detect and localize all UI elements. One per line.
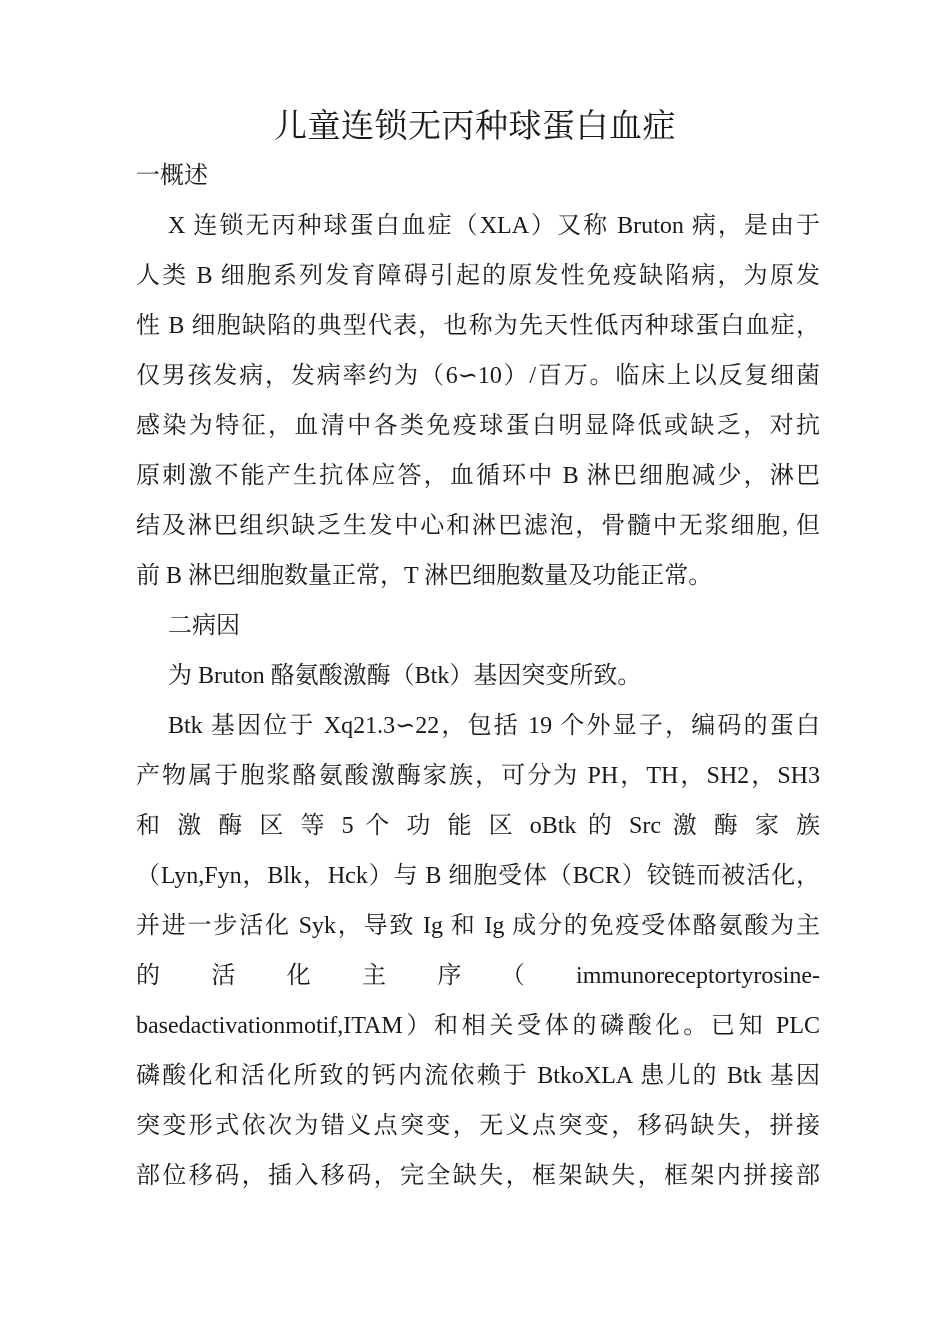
- paragraph-line: 人类 B 细胞系列发育障碍引起的原发性免疫缺陷病，为原发: [136, 263, 820, 289]
- section-heading-overview: 一概述: [136, 163, 208, 189]
- paragraph-line: 的 活 化 主 序 （ immunoreceptortyrosine-: [136, 963, 820, 989]
- paragraph-line: 原刺激不能产生抗体应答，血循环中 B 淋巴细胞减少，淋巴: [136, 463, 820, 489]
- paragraph-line: Btk 基因位于 Xq21.3∽22，包括 19 个外显子，编码的蛋白: [168, 713, 820, 739]
- paragraph-line: 为 Bruton 酪氨酸激酶（Btk）基因突变所致。: [168, 663, 642, 689]
- paragraph-line: 和 激 酶 区 等 5 个 功 能 区 oBtk 的 Src 激 酶 家 族: [136, 813, 820, 839]
- paragraph-line: basedactivationmotif,ITAM）和相关受体的磷酸化。已知 PLC: [136, 1013, 820, 1039]
- paragraph-line: 产物属于胞浆酪氨酸激酶家族，可分为 PH，TH，SH2，SH3: [136, 763, 820, 789]
- paragraph-line: 仅男孩发病，发病率约为（6∽10）/百万。临床上以反复细菌: [136, 363, 820, 389]
- paragraph-line: 磷酸化和活化所致的钙内流依赖于 BtkoXLA 患儿的 Btk 基因: [136, 1063, 820, 1089]
- paragraph-line: 结及淋巴组织缺乏生发中心和淋巴滤泡，骨髓中无浆细胞, 但: [136, 513, 820, 539]
- document-title: 儿童连锁无丙种球蛋白血症: [274, 109, 676, 145]
- paragraph-line: 前 B 淋巴细胞数量正常，T 淋巴细胞数量及功能正常。: [136, 563, 713, 589]
- paragraph-line: 感染为特征，血清中各类免疫球蛋白明显降低或缺乏，对抗: [136, 413, 820, 439]
- paragraph-line: （Lyn,Fyn，Blk，Hck）与 B 细胞受体（BCR）铰链而被活化，: [136, 863, 820, 889]
- paragraph-line: X 连锁无丙种球蛋白血症（XLA）又称 Bruton 病，是由于: [168, 213, 820, 239]
- paragraph-line: 并进一步活化 Syk，导致 Ig 和 Ig 成分的免疫受体酪氨酸为主: [136, 913, 820, 939]
- paragraph-line: 部位移码，插入移码，完全缺失，框架缺失，框架内拼接部: [136, 1163, 820, 1189]
- section-heading-etiology: 二病因: [168, 613, 240, 639]
- paragraph-line: 突变形式依次为错义点突变，无义点突变，移码缺失，拼接: [136, 1113, 820, 1139]
- paragraph-line: 性 B 细胞缺陷的典型代表，也称为先天性低丙种球蛋白血症，: [136, 313, 820, 339]
